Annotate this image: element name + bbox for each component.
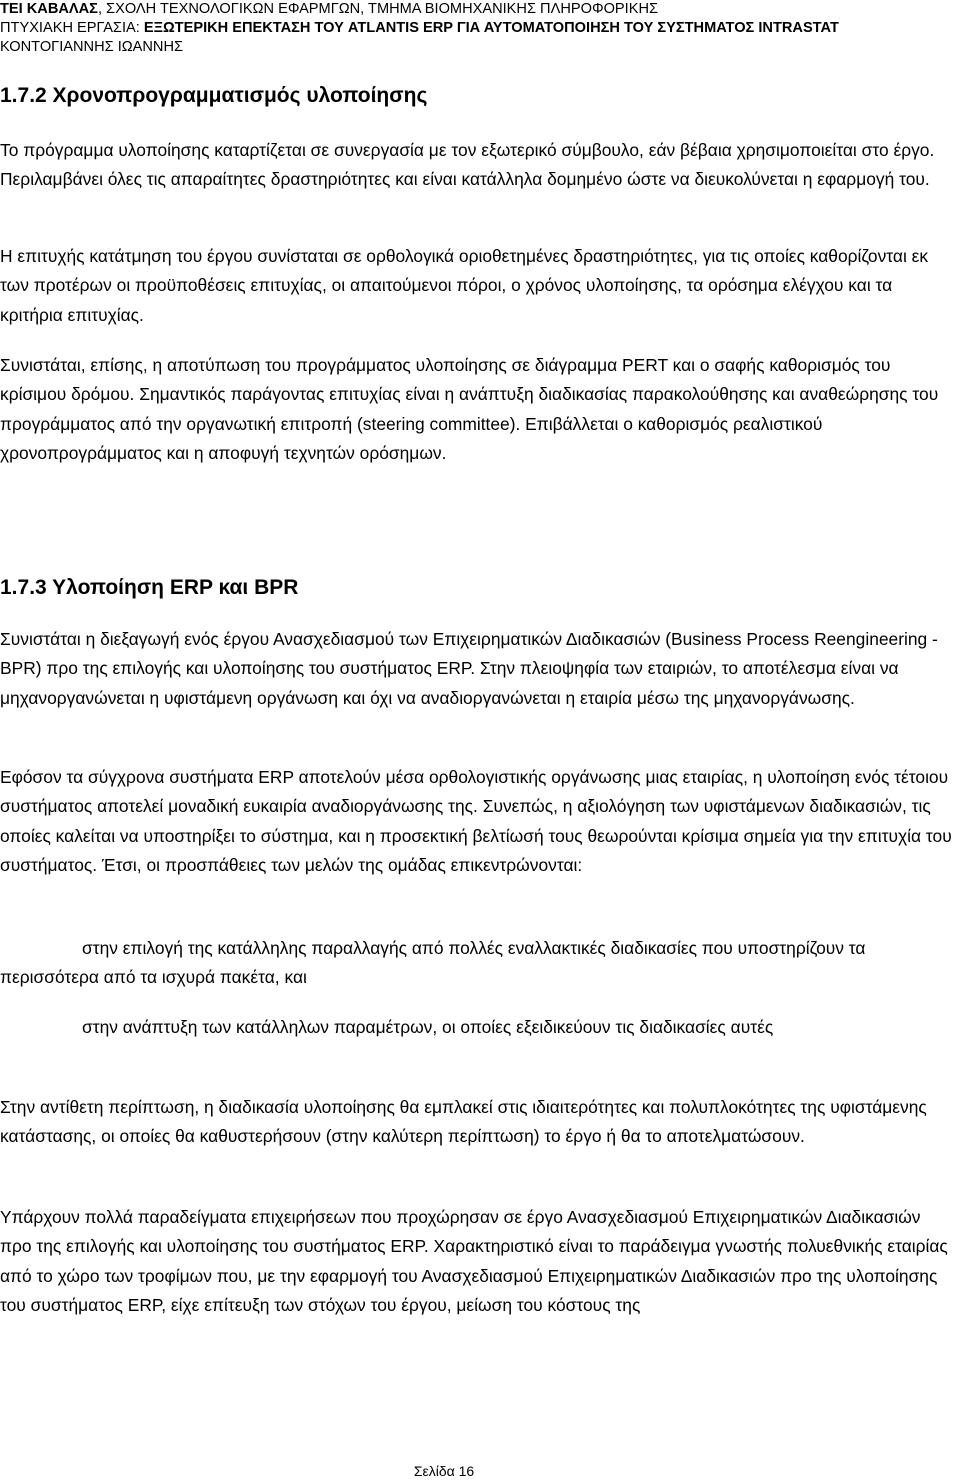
page-header	[0, 0, 960, 57]
page-number: Σελίδα 16	[413, 1463, 475, 1479]
list-item: στην ανάπτυξη των κατάλληλων παραμέτρων, οι οποίες εξειδικεύουν τις διαδικασίες αυτές	[82, 1017, 774, 1037]
header-author: ΚΟΝΤΟΓΙΑΝΝΗΣ ΙΩΑΝΝΗΣ	[0, 39, 184, 55]
header-institution-bold: ΤΕΙ ΚΑΒΑΛΑΣ	[0, 1, 98, 17]
paragraph: Στην αντίθετη περίπτωση, η διαδικασία υλοποίησης θα εμπλακεί στις ιδιαιτερότητες και πολυπλοκότητες της υφιστάμενης κατάστασης, οι οποίες θα καθυστερήσουν (στην καλύτερη περίπτωση) το έργο ή θα το αποτελματώσουν.	[0, 1097, 927, 1147]
header-institution	[0, 0, 960, 19]
header-thesis	[0, 19, 960, 38]
paragraph: Υπάρχουν πολλά παραδείγματα επιχειρήσεων που προχώρησαν σε έργο Ανασχεδιασμού Επιχειρηματικών Διαδικασιών προ της επιλογής και υλοποίησης του συστήματος ERP. Χαρακτηριστικό είναι το παράδειγμα γνωστής πολυεθνικής εταιρίας από το χώρο των τροφίμων που, με την εφαρμογή του Ανασχεδιασμού Επιχειρηματικών Διαδικασιών προ της υλοποίησης του συστήματος ERP, είχε επίτευξη των στόχων του έργου, μείωση του κόστους της	[0, 1207, 948, 1315]
header-thesis-prefix: ΠΤΥΧΙΑΚΗ ΕΡΓΑΣΙΑ:	[0, 20, 144, 36]
header-thesis-title: ΕΞΩΤΕΡΙΚΗ ΕΠΕΚΤΑΣΗ ΤΟΥ ATLANTIS ERP ΓΙΑ ΑΥΤΟΜΑΤΟΠΟΙΗΣΗ ΤΟΥ ΣΥΣΤΗΜΑΤΟΣ INTRASTAT	[143, 20, 839, 36]
paragraph: Συνιστάται η διεξαγωγή ενός έργου Ανασχεδιασμού των Επιχειρηματικών Διαδικασιών (Business Process Reengineering - BPR) προ της επιλογής και υλοποίησης του συστήματος ERP. Στην πλειοψηφία των εταιριών, το αποτέλεσμα είναι να μηχανοργανώνεται η υφιστάμενη οργάνωση και όχι να αναδιοργανώνεται η εταιρία μέσω της μηχανοργάνωσης.	[0, 629, 938, 708]
section-heading-1-7-2: 1.7.2 Χρονοπρογραμματισμός υλοποίησης	[0, 84, 428, 107]
list-item: στην επιλογή της κατάλληλης παραλλαγής από πολλές εναλλακτικές διαδικασίες που υποστηρίζουν τα περισσότερα από τα ισχυρά πακέτα, και	[0, 938, 866, 988]
header-institution-rest: , ΣΧΟΛΗ ΤΕΧΝΟΛΟΓΙΚΩΝ ΕΦΑΡΜΓΩΝ, ΤΜΗΜΑ ΒΙΟΜΗΧΑΝΙΚΗΣ ΠΛΗΡΟΦΟΡΙΚΗΣ	[97, 1, 659, 17]
paragraph: Συνιστάται, επίσης, η αποτύπωση του προγράμματος υλοποίησης σε διάγραμμα PERT και ο σαφής καθορισμός του κρίσιμου δρόμου. Σημαντικός παράγοντας επιτυχίας είναι η ανάπτυξη διαδικασίας παρακολούθησης και αναθεώρησης του προγράμματος από την οργανωτική επιτροπή (steering committee). Επιβάλλεται ο καθορισμός ρεαλιστικού χρονοπρογράμματος και η αποφυγή τεχνητών ορόσημων.	[0, 355, 939, 463]
paragraph: Εφόσον τα σύγχρονα συστήματα ERP αποτελούν μέσα ορθολογιστικής οργάνωσης μιας εταιρίας, η υλοποίηση ενός τέτοιου συστήματος αποτελεί μοναδική ευκαιρία αναδιοργάνωσης της. Συνεπώς, η αξιολόγηση των υφιστάμενων διαδικασιών, τις οποίες καλείται να υποστηρίξει το σύστημα, και η προσεκτική βελτίωσή τους θεωρούνται κρίσιμα σημεία για την επιτυχία του συστήματος. Έτσι, οι προσπάθειες των μελών της ομάδας επικεντρώνονται:	[0, 767, 952, 875]
page-footer	[0, 1462, 960, 1480]
paragraph: Η επιτυχής κατάτμηση του έργου συνίσταται σε ορθολογικά οριοθετημένες δραστηριότητες, για τις οποίες καθορίζονται εκ των προτέρων οι προϋποθέσεις επιτυχίας, οι απαιτούμενοι πόροι, ο χρόνος υλοποίησης, τα ορόσημα ελέγχου και τα κριτήρια επιτυχίας.	[0, 246, 929, 325]
section-heading-1-7-3: 1.7.3 Υλοποίηση ERP και BPR	[0, 576, 299, 599]
paragraph: Το πρόγραμμα υλοποίησης καταρτίζεται σε συνεργασία με τον εξωτερικό σύμβουλο, εάν βέβαια χρησιμοποιείται στο έργο. Περιλαμβάνει όλες τις απαραίτητες δραστηριότητες και είναι κατάλληλα δομημένο ώστε να διευκολύνεται η εφαρμογή του.	[0, 140, 935, 190]
